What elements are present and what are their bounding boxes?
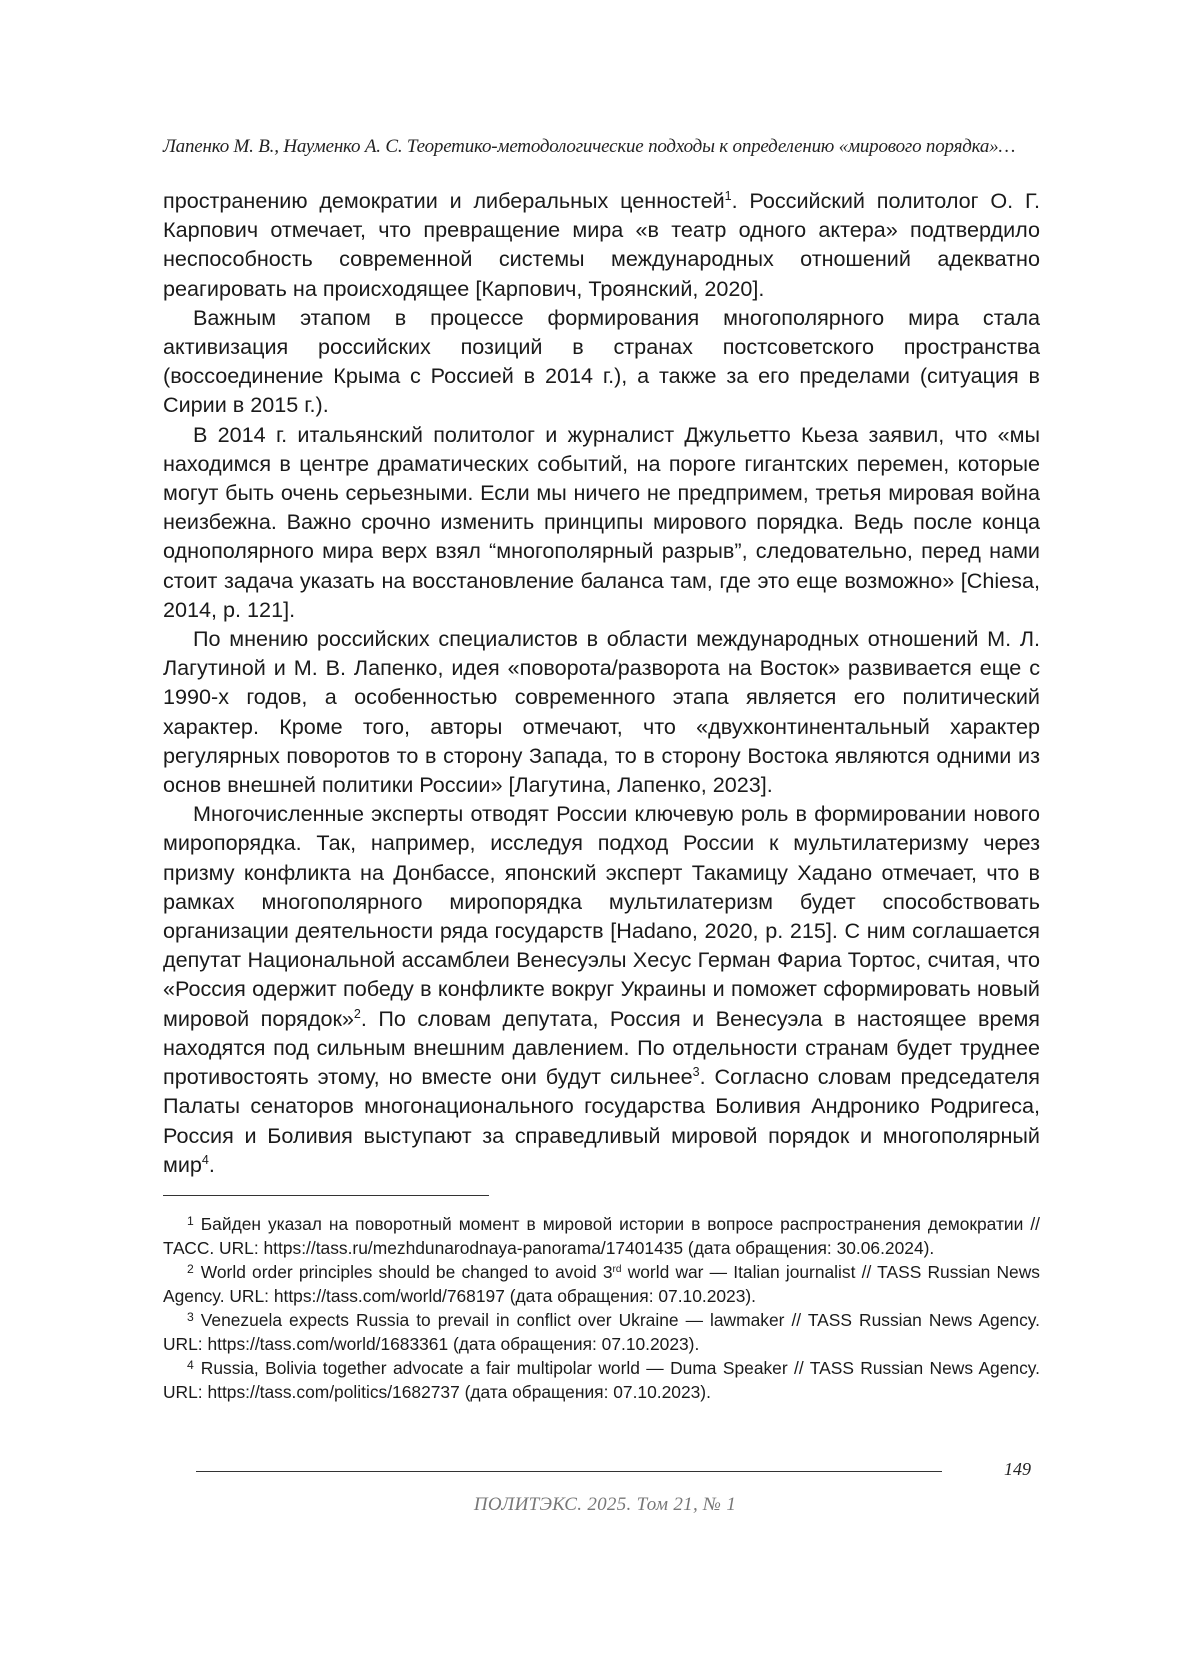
footnote-number: 2	[187, 1261, 194, 1276]
page-number: 149	[1004, 1459, 1031, 1479]
footnote: $^3$ Venezuela expects Russia to prevail in conflict over Ukraine — lawmaker // TASS Russian News Agency. URL: https://tass.com/world/1683361 (дата обращения: 07.10.2023).	[163, 1309, 1040, 1354]
footnote-number: 3	[187, 1309, 194, 1324]
footnote-number: 1	[187, 1213, 194, 1228]
paragraph: пространению демократии и либеральных ценностей$^1$. Российский политолог О. Г. Карпович отмечает, что превращение мира «в театр одного актера» подтвердило неспособность современной системы международных отношений адекватно реагировать на происходящее [Карпович, Троянский, 2020].	[163, 188, 1040, 301]
footer-divider	[196, 1471, 942, 1472]
paragraph: Многочисленные эксперты отводят России ключевую роль в формировании нового миропорядка. Так, например, исследуя подход России к мультилатеризму через призму конфликта на Донбассе, японский эксперт Такамицу Хадано отмечает, что в рамках многополярного миропорядка мультилатеризм будет способствовать организации деятельности ряда государств [Hadano, 2020, p. 215]. С ним соглашается депутат Национальной ассамблеи Венесуэлы Хесус Герман Фариа Тортос, считая, что «Россия одержит победу в конфликте вокруг Украины и поможет сформировать новый мировой порядок»$^2$. По словам депутата, Россия и Венесуэла в настоящее время находятся под сильным внешним давлением. По отдельности странам будет труднее противостоять этому, но вместе они будут сильнее$^3$. Согласно словам председателя Палаты сенаторов многонационального государства Боливия Андронико Родригеса, Россия и Боливия выступают за справедливый мировой порядок и многополярный мир$^4$.	[163, 801, 1040, 1177]
paragraph: Важным этапом в процессе формирования многополярного мира стала активизация российских позиций в странах постсоветского пространства (воссоединение Крыма с Россией в 2014 г.), а также за его пределами (ситуация в Сирии в 2015 г.).	[163, 304, 1040, 418]
paragraph: По мнению российских специалистов в области международных отношений М. Л. Лагутиной и М. В. Лапенко, идея «поворота/разворота на Восток» развивается еще с 1990-х годов, а особенностью современного этапа является его политический характер. Кроме того, авторы отмечают, что «двухконтинентальный характер регулярных поворотов то в сторону Запада, то в сторону Востока являются одними из основ внешней политики России» [Лагутина, Лапенко, 2023].	[163, 626, 1040, 798]
footnotes	[163, 1213, 1040, 1405]
footnote-ref[interactable]: 3	[692, 1065, 700, 1080]
article-body	[163, 186, 1040, 1179]
footnote-ref[interactable]: 2	[353, 1006, 361, 1021]
footnote-ref[interactable]: 4	[201, 1152, 209, 1167]
footnote-ref[interactable]: 1	[724, 189, 732, 204]
footnote: $^4$ Russia, Bolivia together advocate a fair multipolar world — Duma Speaker // TASS Russian News Agency. URL: https://tass.com/politics/1682737 (дата обращения: 07.10.2023).	[163, 1357, 1040, 1402]
journal-footer: ПОЛИТЭКС. 2025. Том 21, № 1	[473, 1494, 737, 1515]
footnote: $^2$ World order principles should be changed to avoid 3rd world war — Italian journalist // TASS Russian News Agency. URL: https://tass.com/world/768197 (дата обращения: 07.10.2023).	[163, 1261, 1040, 1306]
footnote-number: 4	[187, 1357, 194, 1372]
footnote: $^1$ Байден указал на поворотный момент в мировой истории в вопросе распространения демократии // ТАСС. URL: https://tass.ru/mezhdunarodnaya-panorama/17401435 (дата обращения: 30.06.2024).	[163, 1213, 1040, 1258]
running-header: Лапенко М. В., Науменко А. С. Теоретико-методологические подходы к определению «мирового порядка»…	[163, 136, 1016, 157]
paragraph: В 2014 г. итальянский политолог и журналист Джульетто Кьеза заявил, что «мы находимся в центре драматических событий, на пороге гигантских перемен, которые могут быть очень серьезными. Если мы ничего не предпримем, третья мировая война неизбежна. Важно срочно изменить принципы мирового порядка. Ведь после конца однополярного мира верх взял “многополярный разрыв”, следовательно, перед нами стоит задача указать на восстановление баланса там, где это еще возможно» [Chiesa, 2014, p. 121].	[163, 421, 1040, 622]
footnote-divider	[163, 1195, 489, 1196]
